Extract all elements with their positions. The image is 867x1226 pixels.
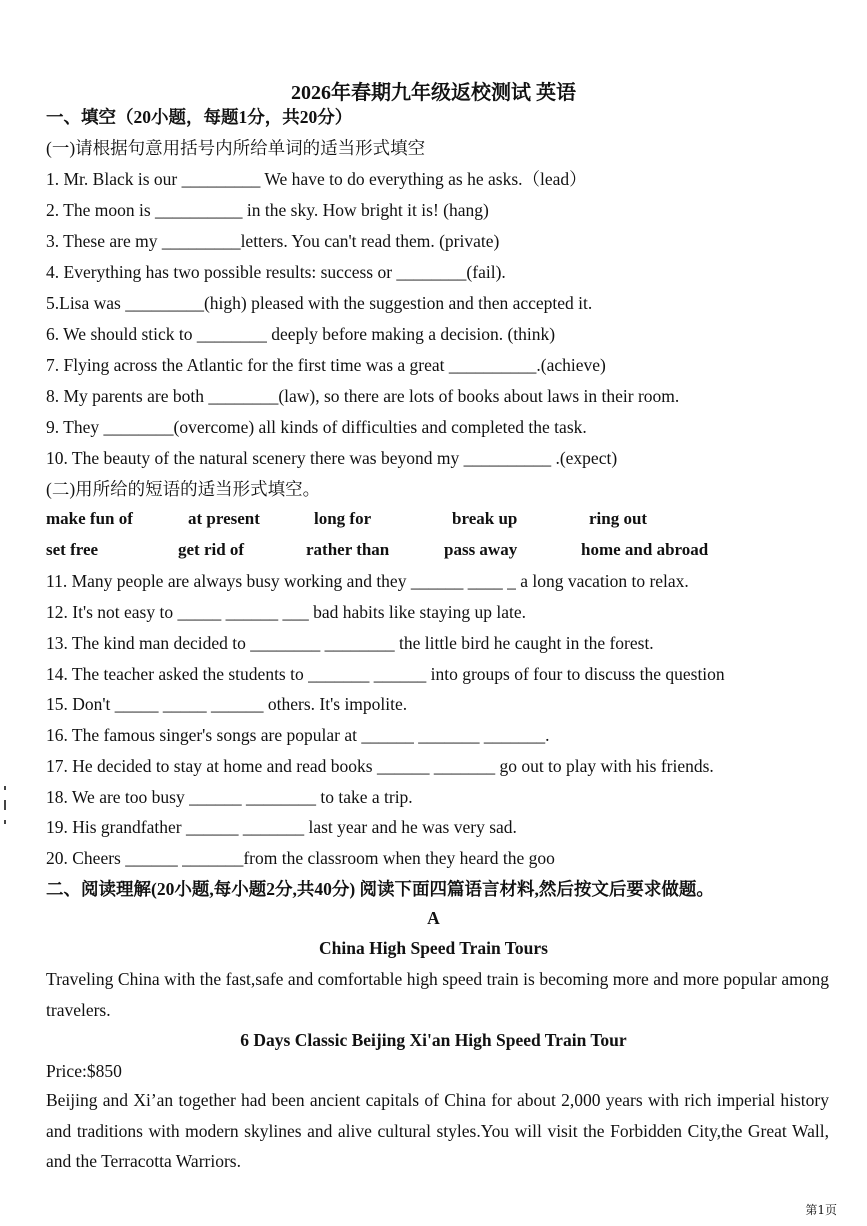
tour-title: 6 Days Classic Beijing Xi'an High Speed Train Tour [240, 1030, 627, 1050]
phrase-home-and-abroad: home and abroad [581, 540, 709, 559]
question-7: 7. Flying across the Atlantic for the first time was a great __________.(achieve) [46, 355, 606, 375]
question-17: 17. He decided to stay at home and read books ______ _______ go out to play with his friends. [46, 756, 714, 776]
part2-heading: (二)用所给的短语的适当形式填空。 [46, 479, 321, 499]
passage-intro: Traveling China with the fast,safe and comfortable high speed train is becoming more and more popular among travelers. [46, 969, 829, 1020]
scan-mark [4, 820, 6, 824]
tour-description: Beijing and Xi’an together had been ancient capitals of China for about 2,000 years with rich imperial history and traditions with modern skylines and alive cultural styles.You will visit the Forbidden City,the Great Wall, and the Terracotta Warriors. [46, 1090, 829, 1171]
section2-heading: 二、阅读理解(20小题,每小题2分,共40分) 阅读下面四篇语言材料,然后按文后要求做题。 [46, 879, 714, 899]
scan-mark [4, 786, 6, 790]
question-19: 19. His grandfather ______ _______ last year and he was very sad. [46, 817, 517, 837]
page-title: 2026年春期九年级返校测试 英语 [291, 82, 576, 104]
question-5: 5.Lisa was _________(high) pleased with the suggestion and then accepted it. [46, 293, 593, 313]
question-10: 10. The beauty of the natural scenery there was beyond my __________ .(expect) [46, 448, 618, 468]
question-18: 18. We are too busy ______ ________ to take a trip. [46, 787, 413, 807]
phrase-break-up: break up [452, 509, 518, 528]
question-6: 6. We should stick to ________ deeply before making a decision. (think) [46, 324, 556, 344]
question-20: 20. Cheers ______ _______from the classroom when they heard the goo [46, 848, 555, 868]
passage-label: A [427, 908, 440, 928]
phrase-ring-out: ring out [589, 509, 648, 528]
passage-title: China High Speed Train Tours [319, 938, 548, 958]
question-16: 16. The famous singer's songs are popular at ______ _______ _______. [46, 725, 550, 745]
question-15: 15. Don't _____ _____ ______ others. It's impolite. [46, 694, 408, 714]
phrase-at-present: at present [188, 509, 260, 528]
phrase-rather-than: rather than [306, 540, 390, 559]
question-9: 9. They ________(overcome) all kinds of difficulties and completed the task. [46, 417, 587, 437]
phrase-make-fun-of: make fun of [46, 509, 133, 528]
question-14: 14. The teacher asked the students to _______ ______ into groups of four to discuss the question [46, 664, 725, 684]
page-number: 第1页 [805, 1203, 837, 1217]
question-1: 1. Mr. Black is our _________ We have to do everything as he asks.（lead） [46, 169, 587, 189]
scan-mark [4, 800, 6, 810]
question-2: 2. The moon is __________ in the sky. How bright it is! (hang) [46, 200, 489, 220]
section1-heading: 一、填空（20小题，每题1分，共20分） [46, 107, 353, 127]
question-12: 12. It's not easy to _____ ______ ___ bad habits like staying up late. [46, 602, 526, 622]
phrase-set-free: set free [46, 540, 99, 559]
question-13: 13. The kind man decided to ________ ________ the little bird he caught in the forest. [46, 633, 654, 653]
part1-heading: (一)请根据句意用括号内所给单词的适当形式填空 [46, 138, 426, 158]
question-11: 11. Many people are always busy working and they ______ ____ _ a long vacation to relax. [46, 571, 689, 591]
tour-price: Price:$850 [46, 1061, 122, 1081]
question-3: 3. These are my _________letters. You can't read them. (private) [46, 231, 500, 251]
phrase-get-rid-of: get rid of [178, 540, 245, 559]
phrase-pass-away: pass away [444, 540, 518, 559]
phrase-long-for: long for [314, 509, 372, 528]
question-8: 8. My parents are both ________(law), so there are lots of books about laws in their room. [46, 386, 680, 406]
question-4: 4. Everything has two possible results: success or ________(fail). [46, 262, 506, 282]
